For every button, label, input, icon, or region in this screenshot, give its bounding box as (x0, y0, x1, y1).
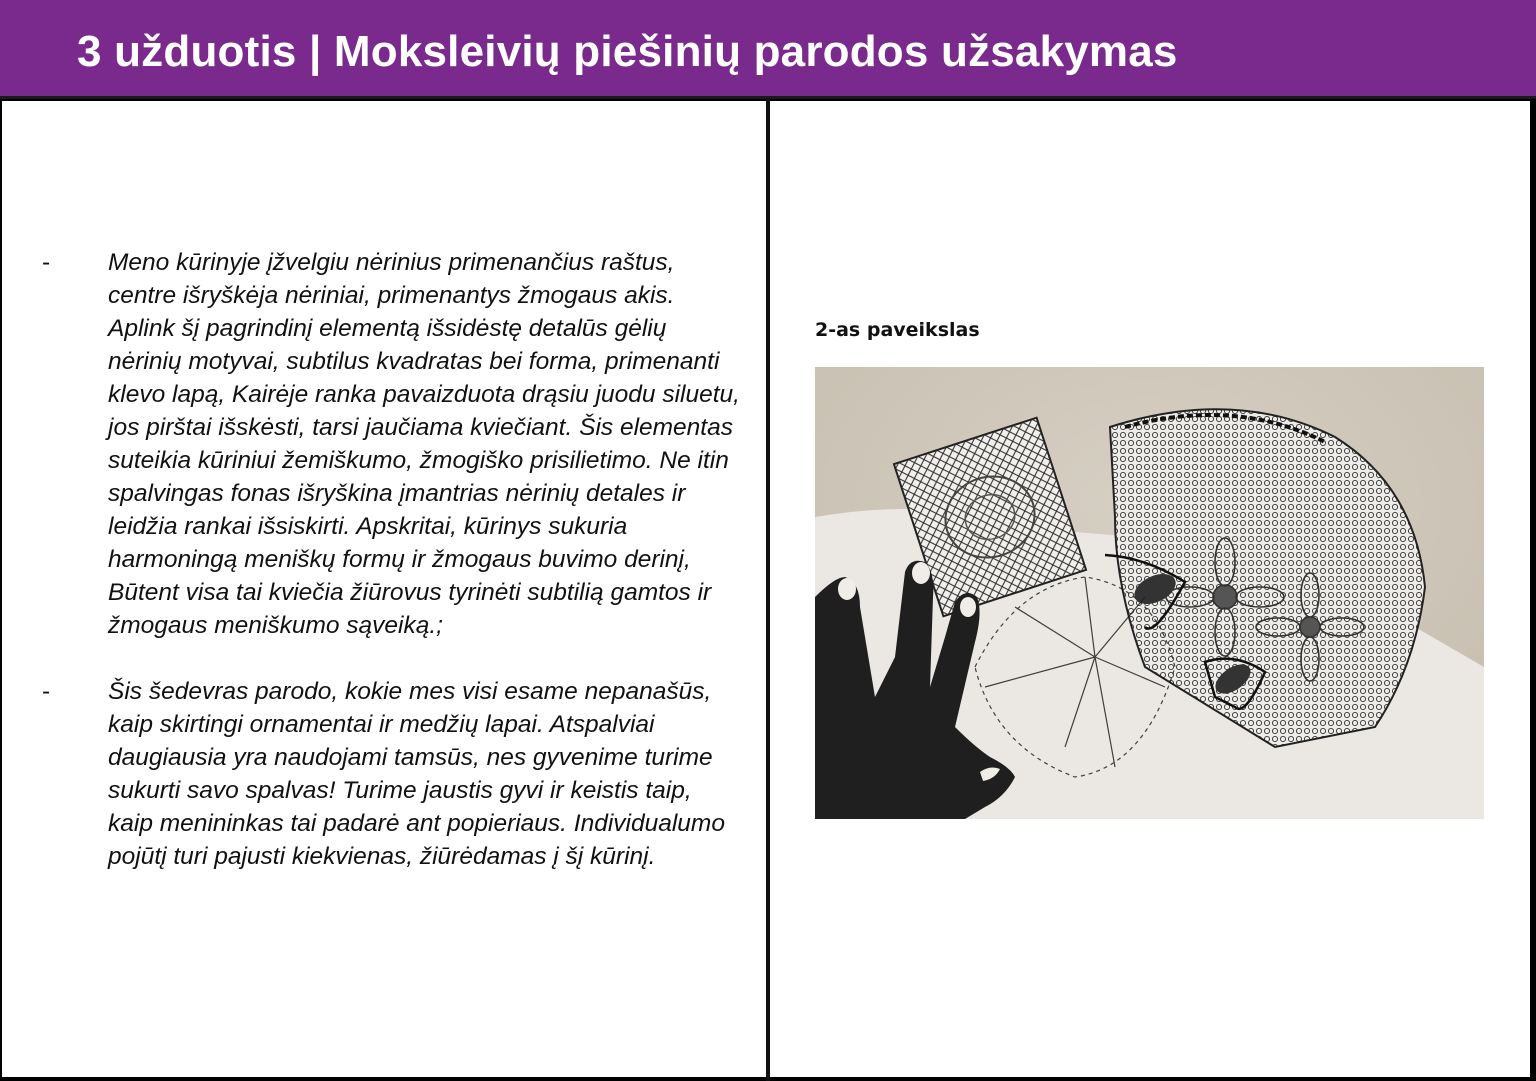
list-item (42, 246, 742, 642)
bullet-dash: - (42, 249, 51, 276)
description-list (42, 246, 742, 873)
list-item-text: Šis šedevras parodo, kokie mes visi esame nepanašūs, kaip skirtingi ornamentai ir medžių lapai. Atspalviai daugiausia yra naudojami tamsūs, nes gyvenime turime sukurti savo spalvas! Turime jaustis gyvi ir keistis taip, kaip menininkas tai padarė ant popieriaus. Individualumo pojūtį turi pajusti kiekvienas, žiūrėdamas į šį kūrinį. (108, 678, 725, 870)
image-panel (770, 101, 1530, 1077)
bullet-dash: - (42, 678, 51, 705)
list-item (42, 675, 742, 873)
page-title: 3 užduotis | Moksleivių piešinių parodos užsakymas (77, 27, 1178, 76)
page-header (0, 0, 1536, 99)
artwork-image (815, 367, 1484, 819)
image-caption: 2-as paveikslas (815, 319, 980, 341)
text-panel (2, 101, 766, 1077)
list-item-text: Meno kūrinyje įžvelgiu nėrinius primenančius raštus, centre išryškėja nėriniai, primenantys žmogaus akis. Aplink šį pagrindinį elementą išsidėstę detalūs gėlių nėrinių motyvai, subtilus kvadratas bei forma, primenanti klevo lapą, Kairėje ranka pavaizduota drąsiu juodu siluetu, jos pirštai išskėsti, tarsi jaučiama kviečiant. Šis elementas suteikia kūriniui žemiškumo, žmogiško prisilietimo. Ne itin spalvingas fonas išryškina įmantrias nėrinių detales ir leidžia rankai išsiskirti. Apskritai, kūrinys sukuria harmoningą meniškų formų ir žmogaus buvimo derinį, Būtent visa tai kviečia žiūrovus tyrinėti subtilią gamtos ir žmogaus meniškumo sąveiką.; (108, 249, 740, 639)
